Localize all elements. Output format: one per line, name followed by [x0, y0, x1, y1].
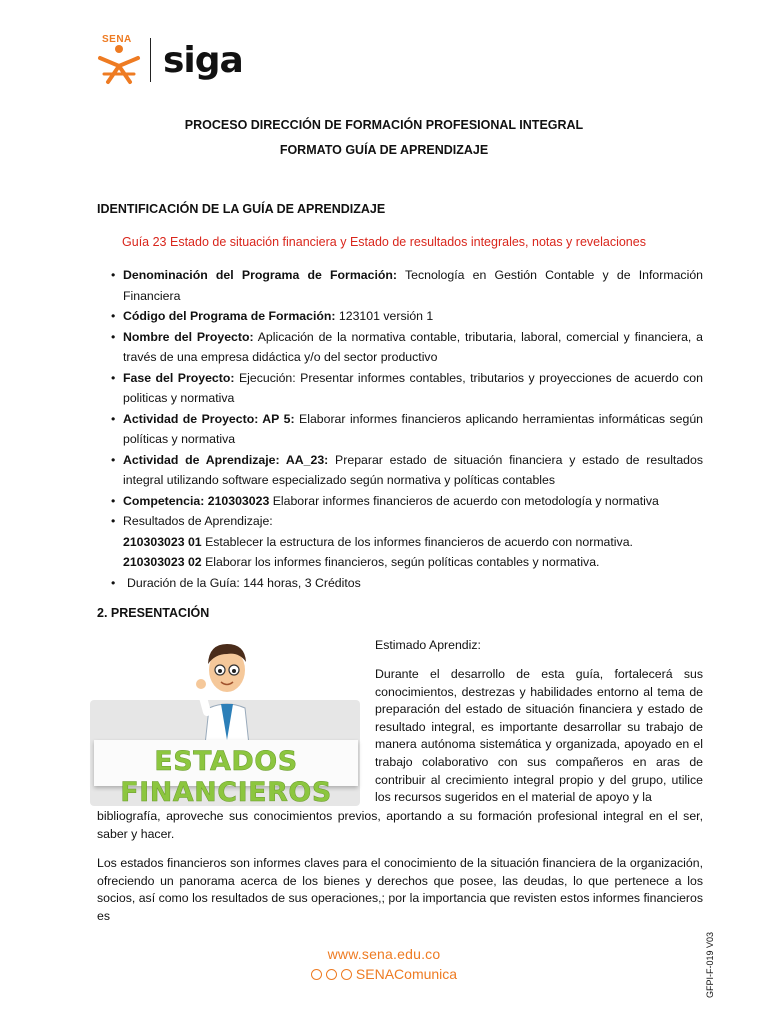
list-item-results — [97, 511, 703, 573]
greeting: Estimado Aprendiz: — [375, 638, 481, 652]
sena-figure-icon — [96, 44, 142, 86]
list-item-label: Denominación del Programa de Formación: — [123, 268, 397, 282]
identification-heading: IDENTIFICACIÓN DE LA GUÍA DE APRENDIZAJE — [97, 202, 386, 216]
teacher-character-icon — [195, 630, 259, 745]
footer-url: www.sena.edu.co — [327, 946, 441, 962]
identification-list — [97, 265, 703, 593]
list-item-text: Elaborar informes financieros de acuerdo con metodología y normativa — [269, 493, 659, 508]
list-item-duration — [97, 573, 703, 594]
list-item-label: Código del Programa de Formación: — [123, 309, 336, 323]
list-item — [97, 450, 703, 491]
presentation-paragraph-1: Durante el desarrollo de esta guía, fortalecerá sus conocimientos, destrezas y habilidades entorno al tema de preparación del estado de situación financiera y estado de resultado integral, es importante desarrollar su trabajo de manera autónoma sistemática y organizada, apoyado en el trabajo colaborativo con sus compañeros en aras de contribuir al crecimiento integral propio y del grupo, utilice los recursos sugeridos en el material de apoyo y la — [375, 667, 703, 805]
list-item — [97, 306, 703, 327]
result-code: 210303023 02 — [123, 555, 202, 569]
process-title: PROCESO DIRECCIÓN DE FORMACIÓN PROFESIONAL INTEGRAL — [184, 118, 584, 132]
list-item-label: Actividad de Proyecto: AP 5: — [123, 411, 295, 426]
list-item-label: Fase del Proyecto: — [123, 370, 235, 385]
result-text: Establecer la estructura de los informes financieros de acuerdo con normativa. — [201, 534, 633, 549]
estados-financieros-illustration — [90, 630, 362, 806]
siga-logo: siga — [163, 39, 243, 81]
list-item — [97, 491, 703, 512]
instagram-icon — [341, 969, 352, 980]
logo-divider — [150, 38, 151, 82]
list-item — [97, 265, 703, 306]
sena-logo-text: SENA — [102, 34, 132, 45]
list-item-text: Ejecución: Presentar informes contables, tributarios y proyecciones de acuerdo con politicas y normativa — [123, 370, 703, 405]
document-code: GFPI-F-019 V03 — [705, 931, 715, 998]
list-item-text: Preparar estado de situación financiera y estado de resultados integral utilizando software especializado según normativa y políticas contables — [123, 452, 704, 487]
list-item — [97, 368, 703, 409]
social-handle: SENAComunica — [355, 966, 458, 982]
format-title: FORMATO GUÍA DE APRENDIZAJE — [279, 143, 489, 157]
twitter-icon — [326, 969, 337, 980]
list-item-label: Competencia: 210303023 — [123, 493, 270, 508]
duration-text: Duración de la Guía: 144 horas, 3 Créditos — [127, 575, 361, 590]
footer-social — [0, 966, 768, 982]
guide-title: Guía 23 Estado de situación financiera y Estado de resultados integrales, notas y revelaciones — [122, 235, 646, 249]
list-item-text: Elaborar informes financieros aplicando herramientas informáticas según políticas y normativa — [123, 411, 704, 446]
list-item-text: Tecnología en Gestión Contable y de Información Financiera — [123, 268, 703, 303]
header-logos — [96, 34, 243, 86]
list-item-text: Aplicación de la normativa contable, tributaria, laboral, comercial y financiera, a través de una empresa didáctica y/o del sector productivo — [123, 329, 703, 364]
sena-logo — [96, 34, 142, 86]
results-label: Resultados de Aprendizaje: — [123, 514, 273, 528]
list-item-text: 123101 versión 1 — [335, 309, 434, 323]
list-item — [97, 409, 703, 450]
list-item — [97, 327, 703, 368]
presentation-heading: 2. PRESENTACIÓN — [97, 606, 210, 620]
result-code: 210303023 01 — [123, 534, 202, 549]
banner-text: ESTADOS FINANCIEROS — [120, 746, 332, 808]
presentation-paragraph-1-continued: bibliografía, aproveche sus conocimientos previos, aportando a su formación profesional integral en el ser, saber y hacer. — [97, 809, 703, 841]
list-item-label: Nombre del Proyecto: — [123, 329, 254, 344]
facebook-icon — [311, 969, 322, 980]
list-item-label: Actividad de Aprendizaje: AA_23: — [123, 452, 329, 467]
result-text: Elaborar los informes financieros, según políticas contables y normativa. — [201, 555, 600, 569]
presentation-paragraph-2: Los estados financieros son informes claves para el conocimiento de la situación financiera de la organización, ofreciendo un panorama acerca de los bienes y derechos que posee, las deudas, lo que pertenece a los socios, así como los resultados de sus operaciones,; por la importancia que revisten estos informes financieros es — [97, 856, 703, 923]
